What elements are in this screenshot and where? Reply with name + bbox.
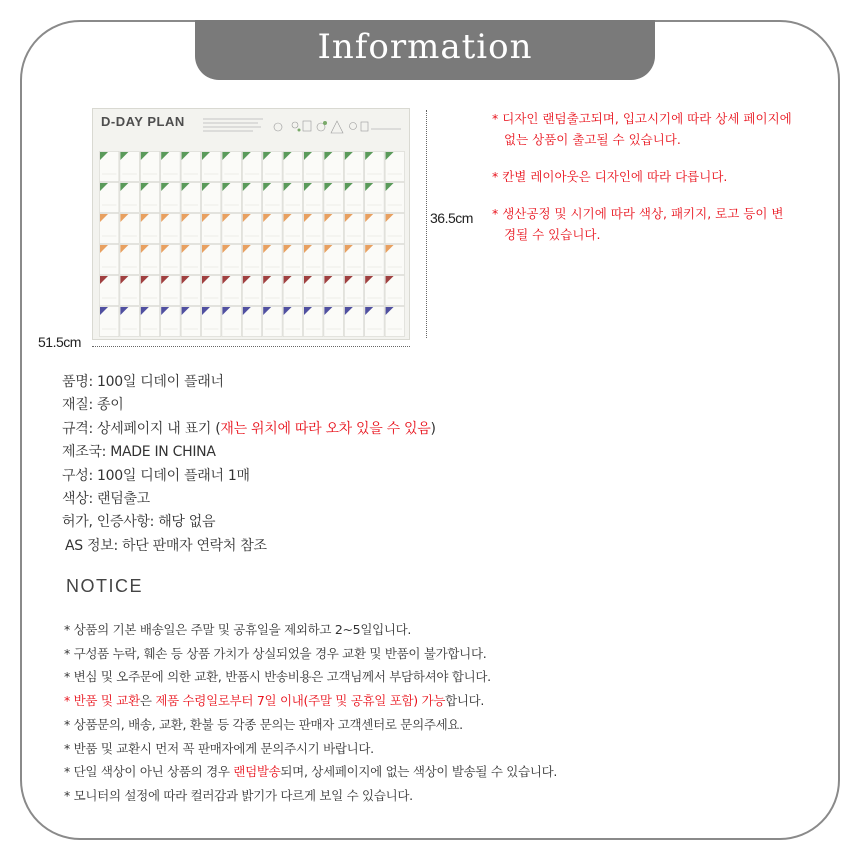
notice-item-monitor: * 모니터의 설정에 따라 컬러감과 밝기가 다르게 보일 수 있습니다. xyxy=(64,787,413,803)
planner-grid xyxy=(99,151,405,337)
spec-name: 품명: 100일 디데이 플래너 xyxy=(62,374,224,390)
notice-return-prefix: * 반품 및 교환 xyxy=(64,693,140,709)
notice-item-random xyxy=(64,760,784,784)
planner-image xyxy=(92,108,410,340)
spec-size xyxy=(62,418,582,441)
planner-decoration xyxy=(203,115,403,139)
spec-list xyxy=(62,371,582,558)
width-label: 51.5cm xyxy=(38,334,81,350)
width-dimension-line xyxy=(92,346,410,348)
note-layout: * 칸별 레이아웃은 디자인에 따라 다릅니다. xyxy=(492,169,728,184)
spec-origin: 제조국: MADE IN CHINA xyxy=(62,444,216,461)
notice-item: * 구성품 누락, 훼손 등 상품 가치가 상실되었을 경우 교환 및 반품이 불가합니다. xyxy=(64,645,487,661)
notice-title: NOTICE xyxy=(66,576,144,596)
notice-return-mid: 은 xyxy=(139,693,156,709)
spec-size-suffix: ) xyxy=(430,420,436,437)
spec-size-prefix: 규격: 상세페이지 내 표기 ( xyxy=(62,420,221,437)
notice-item: * 변심 및 오주문에 의한 교환, 반품시 반송비용은 고객님께서 부담하셔야 합니다. xyxy=(64,669,491,685)
notice-item: * 상품의 기본 배송일은 주말 및 공휴일을 제외하고 2~5일입니다. xyxy=(64,622,412,637)
spec-color: 색상: 랜덤출고 xyxy=(62,491,150,508)
planner-title: D-DAY PLAN xyxy=(101,114,185,129)
notice-item-return xyxy=(64,689,784,713)
height-dimension-line xyxy=(426,110,428,338)
spec-as-info: AS 정보: 하단 판매자 연락처 참조 xyxy=(65,537,267,554)
notice-random-prefix: * 단일 색상이 아닌 상품의 경우 xyxy=(64,764,234,780)
note-random-design: * 디자인 랜덤출고되며, 입고시기에 따라 상세 페이지에 없는 상품이 출고될 수 있습니다. xyxy=(492,111,792,147)
notes-panel xyxy=(492,108,792,261)
notice-item: * 상품문의, 배송, 교환, 환불 등 각종 문의는 판매자 고객센터로 문의주세요. xyxy=(64,716,463,732)
spec-certification: 허가, 인증사항: 해당 없음 xyxy=(62,514,216,531)
height-label: 36.5cm xyxy=(430,210,473,226)
notice-return-suffix: 합니다. xyxy=(445,693,485,709)
spec-composition: 구성: 100일 디데이 플래너 1매 xyxy=(62,467,250,484)
note-production: * 생산공정 및 시기에 따라 색상, 패키지, 로고 등이 변경될 수 있습니다. xyxy=(492,206,784,242)
notice-random-highlight: 랜덤발송 xyxy=(233,764,281,780)
notice-return-highlight: 제품 수령일로부터 7일 이내(주말 및 공휴일 포함) 가능 xyxy=(155,693,446,709)
spec-material: 재질: 종이 xyxy=(62,397,124,414)
notice-list xyxy=(64,618,784,808)
notice-random-suffix: 되며, 상세페이지에 없는 색상이 발송될 수 있습니다. xyxy=(280,764,558,780)
spec-size-note: 재는 위치에 따라 오차 있을 수 있음 xyxy=(220,420,431,437)
section-title: Information xyxy=(195,20,655,80)
notice-item: * 반품 및 교환시 먼저 꼭 판매자에게 문의주시기 바랍니다. xyxy=(64,740,374,756)
